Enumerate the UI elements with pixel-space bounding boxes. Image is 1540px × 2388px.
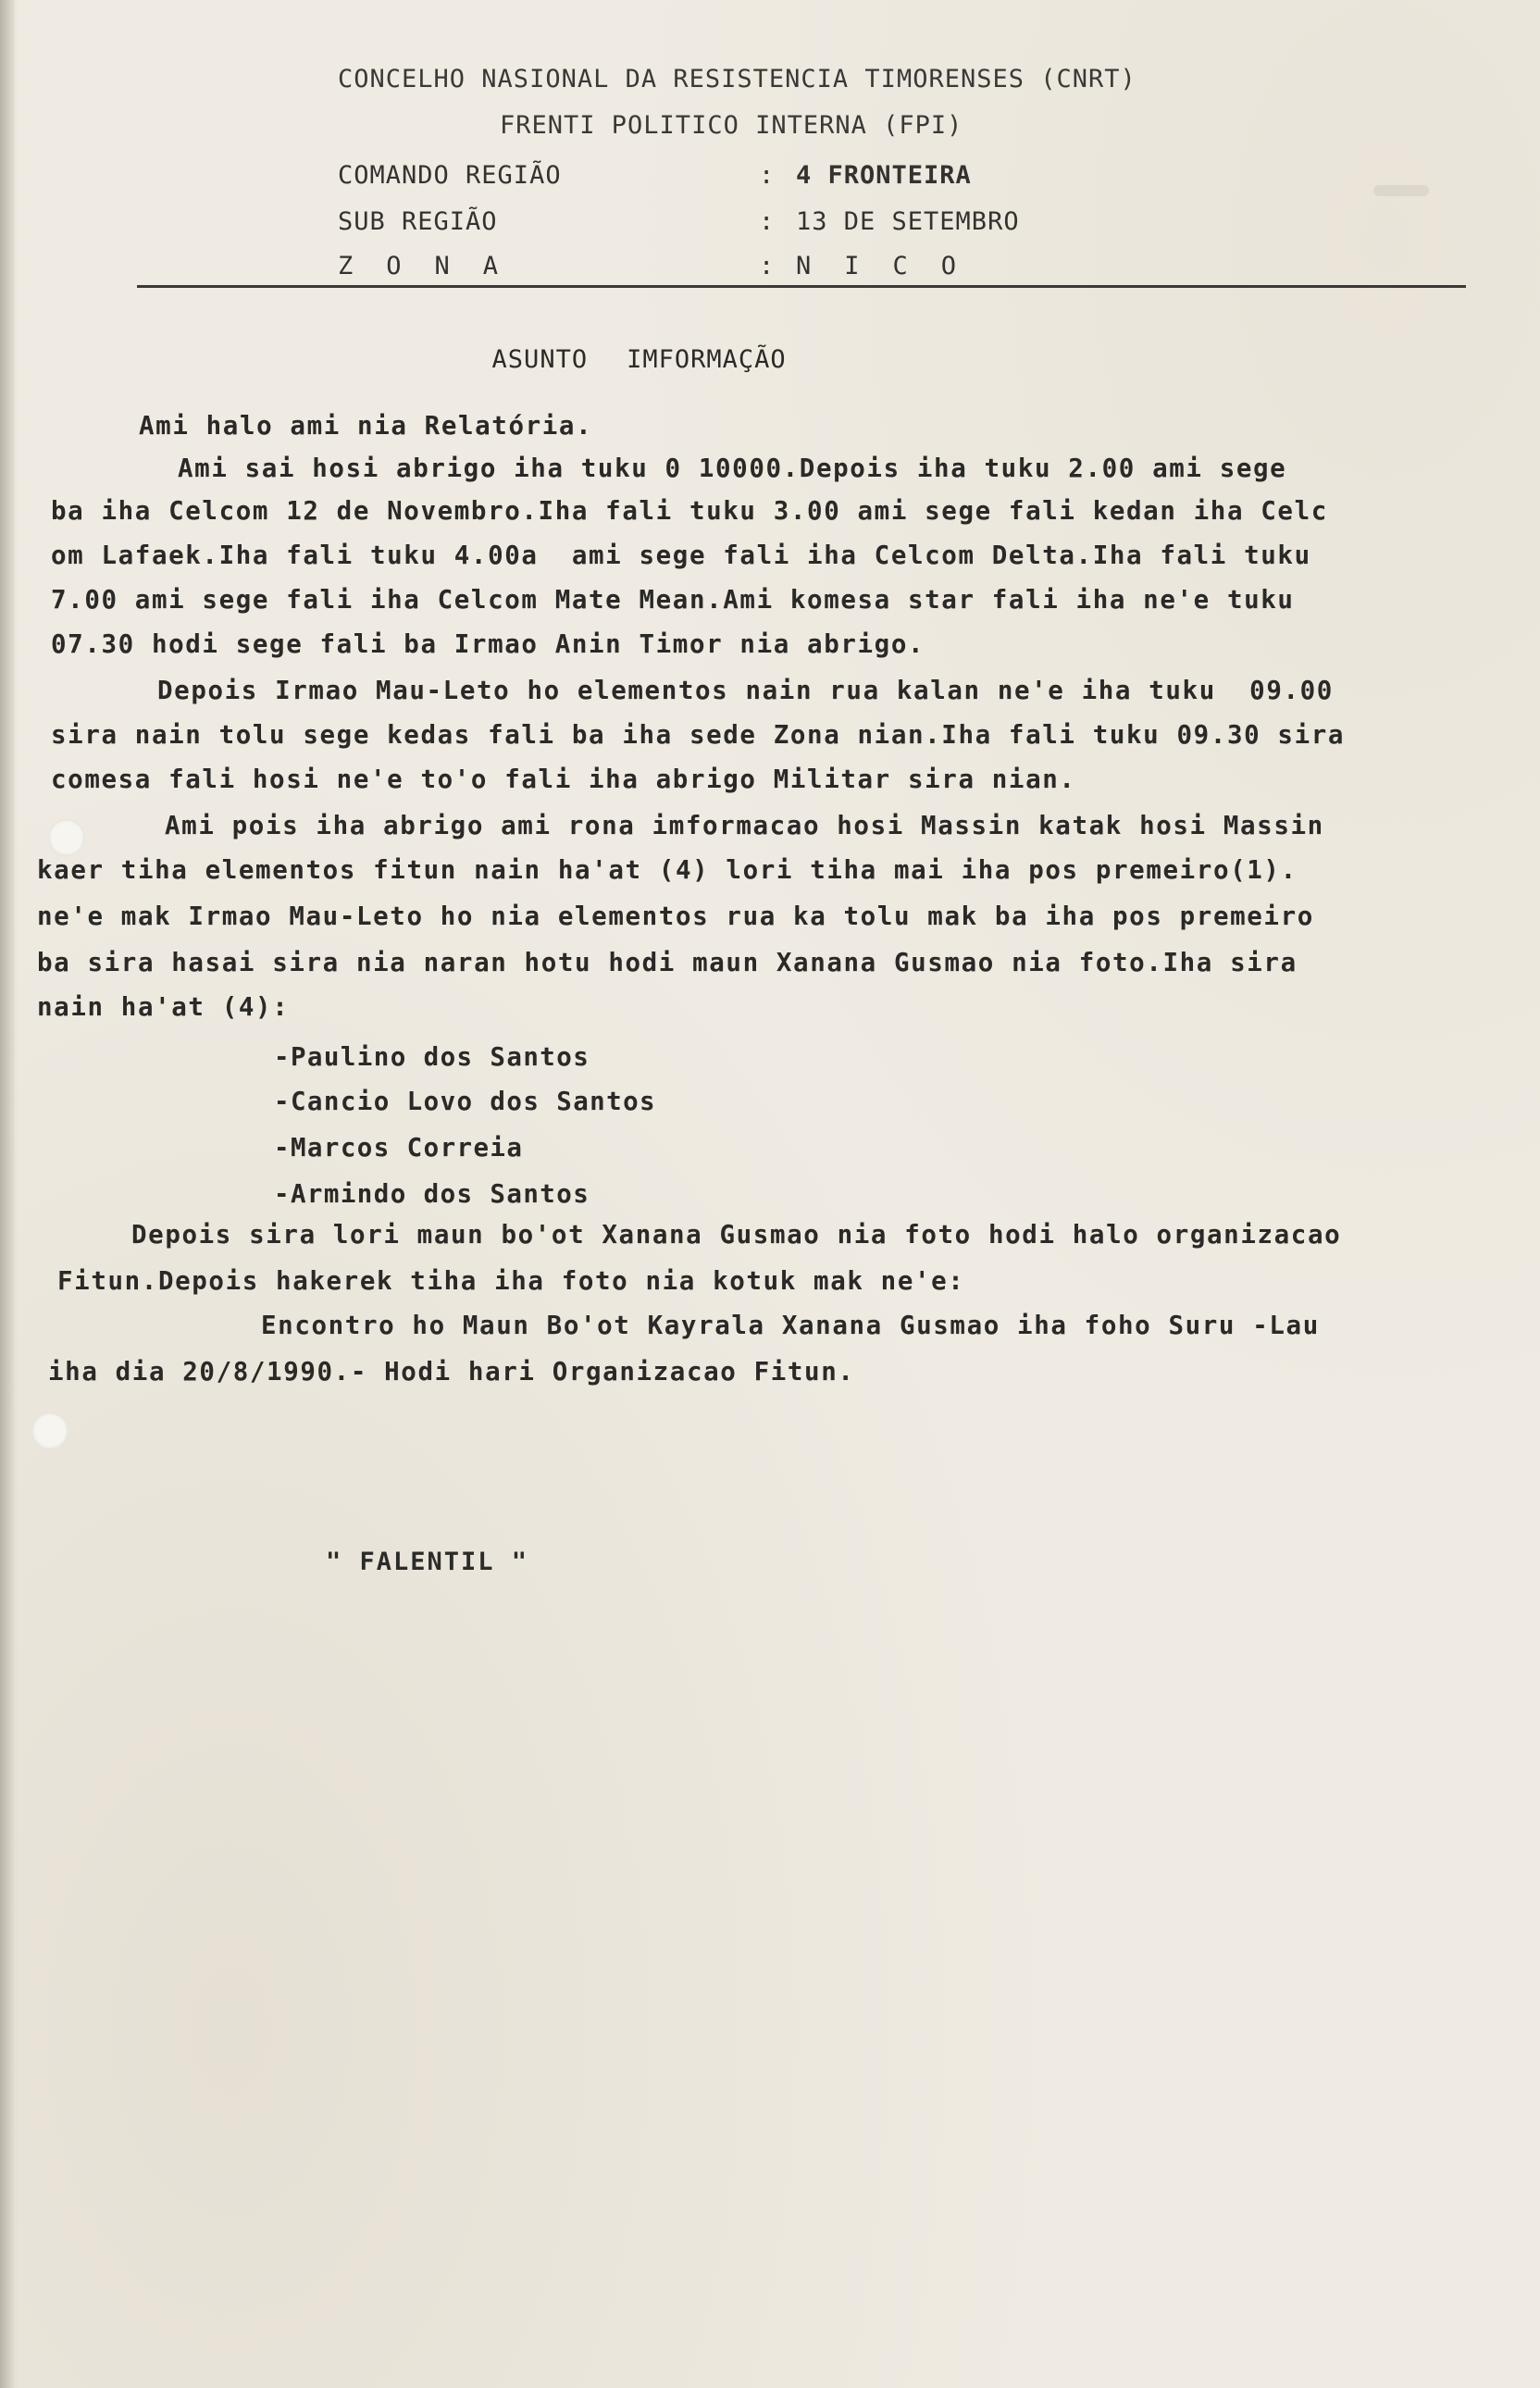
field-label: ZONA <box>338 252 532 280</box>
signature: " FALENTIL " <box>326 1548 529 1576</box>
header-divider <box>137 285 1466 288</box>
body-line: 7.00 ami sege fali iha Celcom Mate Mean.Ami komesa star fali iha ne'e tuku <box>51 585 1295 615</box>
subject-label: ASUNTO <box>491 345 589 374</box>
name-list-item: -Marcos Correia <box>274 1133 524 1163</box>
field-label: COMANDO REGIÃO <box>338 161 562 190</box>
body-line: Ami pois iha abrigo ami rona imformacao hosi Massin katak hosi Massin <box>165 811 1324 840</box>
body-line: ba iha Celcom 12 de Novembro.Iha fali tuku 3.00 ami sege fali kedan iha Celc <box>51 496 1328 526</box>
body-line: Encontro ho Maun Bo'ot Kayrala Xanana Gusmao iha foho Suru -Lau <box>261 1311 1320 1340</box>
body-line: om Lafaek.Iha fali tuku 4.00a ami sege fali iha Celcom Delta.Iha fali tuku <box>51 541 1311 570</box>
subject-line <box>396 317 787 403</box>
body-line: kaer tiha elementos fitun nain ha'at (4) lori tiha mai iha pos premeiro(1). <box>37 855 1298 885</box>
body-line: Depois Irmao Mau-Leto ho elementos nain rua kalan ne'e iha tuku 09.00 <box>157 676 1334 705</box>
body-line: nain ha'at (4): <box>37 992 290 1022</box>
ink-smudge <box>1373 185 1429 196</box>
name-list-item: -Cancio Lovo dos Santos <box>274 1087 656 1116</box>
punch-hole-bottom <box>31 1412 68 1449</box>
body-line: Ami sai hosi abrigo iha tuku 0 10000.Depois iha tuku 2.00 ami sege <box>178 454 1287 483</box>
body-line: ne'e mak Irmao Mau-Leto ho nia elementos rua ka tolu mak ba iha pos premeiro <box>37 902 1314 931</box>
body-line: 07.30 hodi sege fali ba Irmao Anin Timor nia abrigo. <box>51 629 925 659</box>
body-line: sira nain tolu sege kedas fali ba iha sede Zona nian.Iha fali tuku 09.30 sira <box>51 720 1346 750</box>
body-line: comesa fali hosi ne'e to'o fali iha abrigo Militar sira nian. <box>51 765 1076 794</box>
field-value: NICO <box>796 252 990 280</box>
field-separator: : <box>759 207 776 236</box>
punch-hole-top <box>48 819 85 856</box>
field-label: SUB REGIÃO <box>338 207 498 236</box>
subject-value: IMFORMAÇÃO <box>627 345 787 374</box>
body-line: ba sira hasai sira nia naran hotu hodi maun Xanana Gusmao nia foto.Iha sira <box>37 948 1298 977</box>
field-separator: : <box>759 252 776 280</box>
body-line: Fitun.Depois hakerek tiha iha foto nia kotuk mak ne'e: <box>57 1266 965 1296</box>
front-title: FRENTI POLITICO INTERNA (FPI) <box>500 111 963 140</box>
field-value: 13 DE SETEMBRO <box>796 207 1020 236</box>
body-line: iha dia 20/8/1990.- Hodi hari Organizacao Fitun. <box>48 1357 855 1387</box>
paper-edge <box>0 0 15 2388</box>
field-separator: : <box>759 161 776 190</box>
body-line: Ami halo ami nia Relatória. <box>139 411 593 441</box>
field-value: 4 FRONTEIRA <box>796 161 972 190</box>
name-list-item: -Armindo dos Santos <box>274 1179 590 1209</box>
body-line: Depois sira lori maun bo'ot Xanana Gusmao nia foto hodi halo organizacao <box>131 1220 1342 1250</box>
organization-title: CONCELHO NASIONAL DA RESISTENCIA TIMORENSES (CNRT) <box>338 65 1136 93</box>
name-list-item: -Paulino dos Santos <box>274 1042 590 1072</box>
